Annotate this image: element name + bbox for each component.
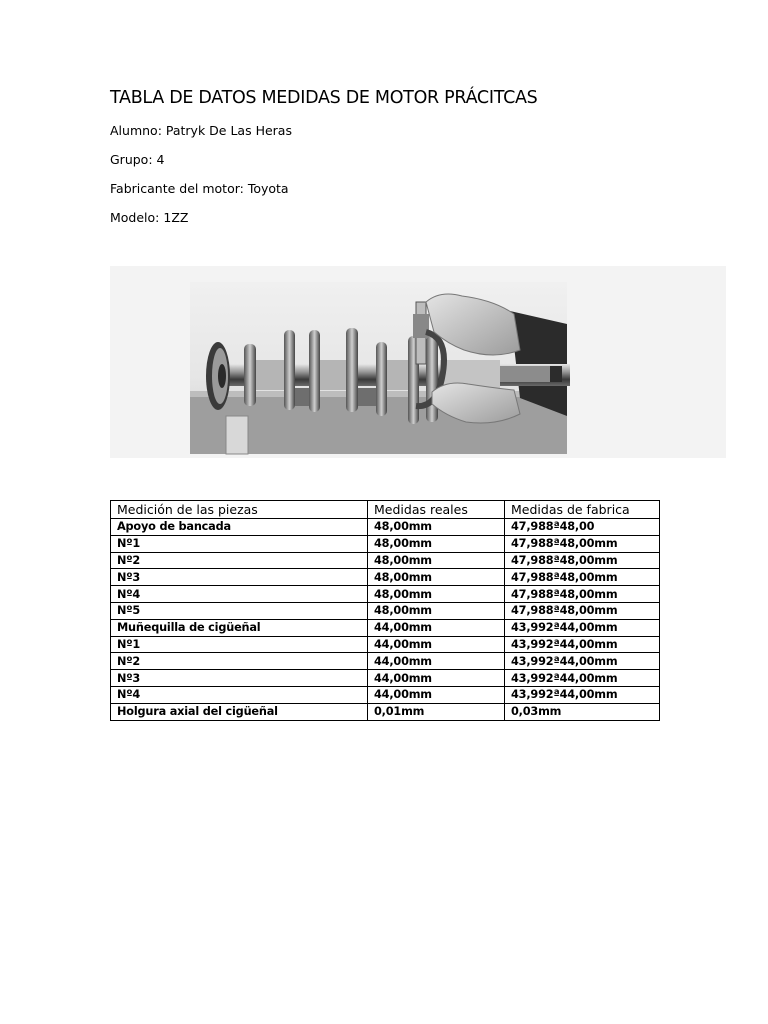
cell-real: 48,00mm [368,569,505,586]
cell-piece: Nº3 [111,670,368,687]
cell-real: 44,00mm [368,636,505,653]
table-header-row [111,501,660,519]
cell-factory: 43,992ª44,00mm [505,686,660,703]
cell-real: 48,00mm [368,586,505,603]
table-row [111,653,660,670]
cell-piece: Nº1 [111,636,368,653]
cell-factory: 43,992ª44,00mm [505,670,660,687]
table-row [111,602,660,619]
table-row [111,552,660,569]
table-row [111,519,660,536]
cell-piece: Muñequilla de cigüeñal [111,619,368,636]
cell-factory: 47,988ª48,00mm [505,586,660,603]
header-factory-measurements: Medidas de fabrica [505,501,660,519]
cell-factory: 43,992ª44,00mm [505,619,660,636]
cell-piece: Nº2 [111,552,368,569]
cell-real: 44,00mm [368,619,505,636]
group-line: Grupo: 4 [110,152,165,167]
table-row [111,586,660,603]
cell-piece: Nº5 [111,602,368,619]
cell-real: 44,00mm [368,653,505,670]
cell-real: 44,00mm [368,686,505,703]
cell-piece: Apoyo de bancada [111,519,368,536]
cell-factory: 43,992ª44,00mm [505,653,660,670]
table-row [111,619,660,636]
cell-piece: Nº1 [111,535,368,552]
cell-factory: 47,988ª48,00mm [505,552,660,569]
cell-piece: Nº4 [111,686,368,703]
cell-piece: Nº4 [111,586,368,603]
cell-factory: 0,03mm [505,703,660,720]
cell-real: 0,01mm [368,703,505,720]
table-row [111,636,660,653]
table-row [111,535,660,552]
header-real-measurements: Medidas reales [368,501,505,519]
cell-real: 48,00mm [368,535,505,552]
cell-factory: 47,988ª48,00mm [505,569,660,586]
cell-factory: 47,988ª48,00 [505,519,660,536]
document-title: TABLA DE DATOS MEDIDAS DE MOTOR PRÁCITCAS [110,88,538,108]
cell-real: 48,00mm [368,602,505,619]
cell-real: 48,00mm [368,519,505,536]
cell-factory: 47,988ª48,00mm [505,535,660,552]
cell-piece: Nº2 [111,653,368,670]
engine-model-line: Modelo: 1ZZ [110,210,189,225]
cell-factory: 47,988ª48,00mm [505,602,660,619]
table-row [111,670,660,687]
cell-real: 48,00mm [368,552,505,569]
measurements-table [110,500,660,721]
header-piece-measurement: Medición de las piezas [111,501,368,519]
student-line: Alumno: Patryk De Las Heras [110,123,292,138]
engine-maker-line: Fabricante del motor: Toyota [110,181,289,196]
table-row [111,703,660,720]
cell-piece: Holgura axial del cigüeñal [111,703,368,720]
cell-piece: Nº3 [111,569,368,586]
crankshaft-photo [110,266,726,458]
cell-real: 44,00mm [368,670,505,687]
cell-factory: 43,992ª44,00mm [505,636,660,653]
table-row [111,686,660,703]
table-row [111,569,660,586]
